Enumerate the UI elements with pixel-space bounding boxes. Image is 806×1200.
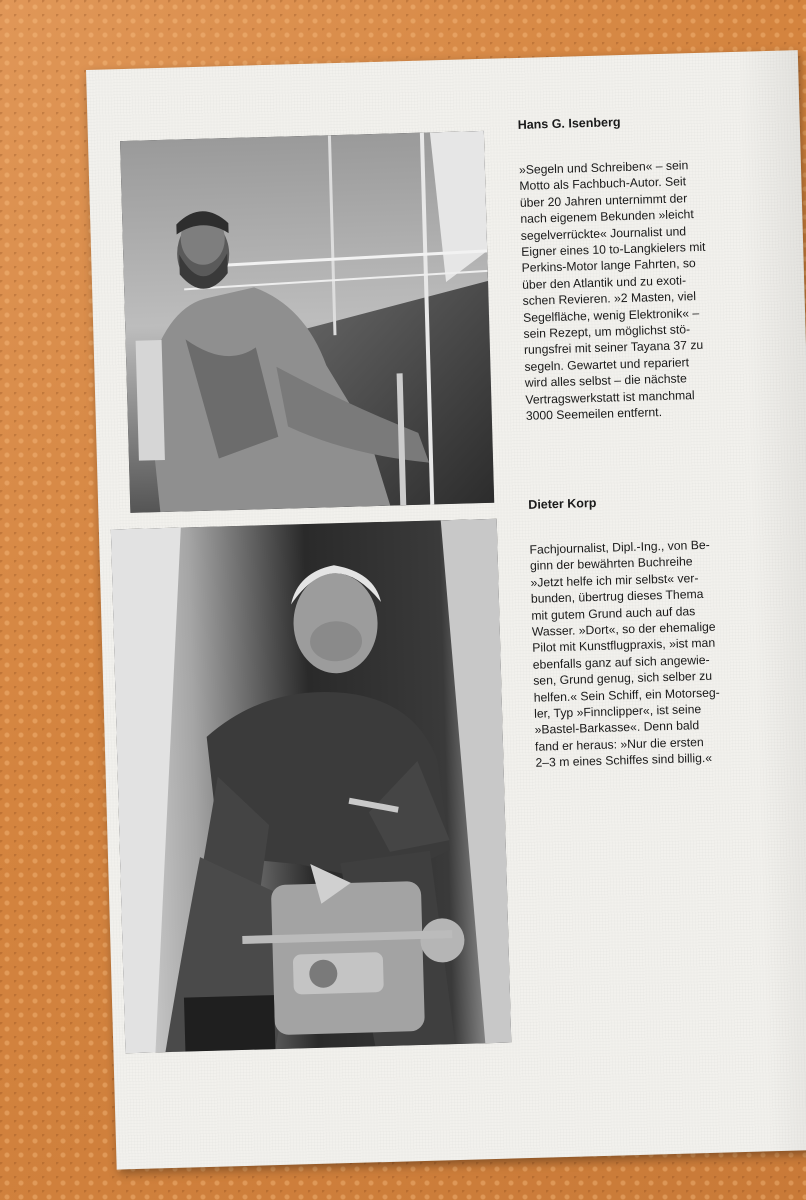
- photo-engine-mechanic: [111, 519, 511, 1054]
- author-name: Dieter Korp: [528, 495, 597, 512]
- author-name: Hans G. Isenberg: [517, 115, 621, 132]
- bio-hans-isenberg: [518, 111, 762, 424]
- author-description: »Segeln und Schreiben« – sein Motto als Fachbuch-Autor. Seit über 20 Jahren unternimmt der nach eigenem Bekunden »leicht segelverrückte« Journalist und Eigner eines 10 to-Langkielers mit Perkins-Motor lange Fahrten, so über den Atlantik und zu exoti- schen Revieren. »2 Masten, viel Segelfläche, wenig Elektronik« – sein Rezept, um möglichst stö- rungsfrei mit seiner Tayana 37 zu segeln. Gewartet und repariert wird alles selbst – die nächste Vertragswerkstatt ist manchmal 3000 Seemeilen entfernt.: [518, 158, 706, 423]
- photo-sailor: [120, 131, 494, 513]
- author-description: Fachjournalist, Dipl.-Ing., von Be- ginn der bewährten Buchreihe »Jetzt helfe ich mir selbst« ver- bunden, übertrug dieses Thema mit gutem Grund auch auf das Wasser. »Dort«, so der ehemalige Pilot mit Kunstflugpraxis, »ist man ebenfalls ganz auf sich angewie- sen, Grund genug, sich selber zu helfen.« Sein Schiff, ein Motorseg- ler, Typ »Finnclipper«, ist seine »Bastel-Barkasse«. Denn bald fand er heraus: »Nur die ersten 2–3 m eines Schiffes sind billig.«: [529, 537, 720, 770]
- book-page: [86, 50, 806, 1169]
- bio-dieter-korp: [528, 491, 772, 771]
